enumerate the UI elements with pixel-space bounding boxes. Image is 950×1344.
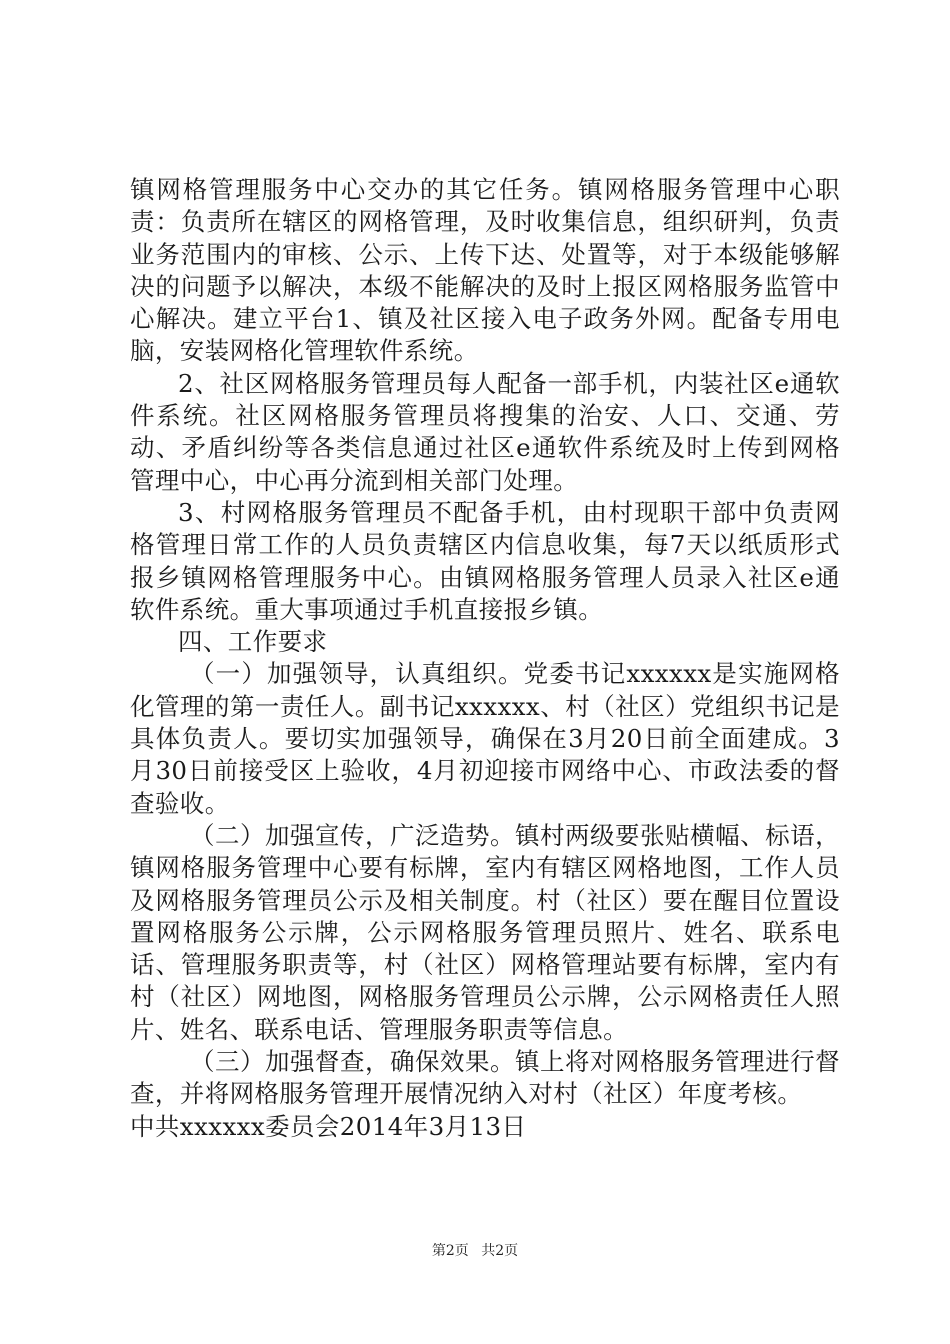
section-heading-requirements: 四、工作要求 bbox=[178, 627, 328, 657]
page-footer bbox=[0, 1240, 950, 1260]
paragraph-publicity: （二）加强宣传，广泛造势。镇村两级要张贴横幅、标语，镇网格服务管理中心要有标牌，室内有辖区网格地图，工作人员及网格服务管理员公示及相关制度。村（社区）要在醒目位置设置网格服务公示牌，公示网格服务管理员照片、姓名、联系电话、管理服务职责等，村（社区）网格管理站要有标牌，室内有村（社区）网地图，网格服务管理员公示牌，公示网格责任人照片、姓名、联系电话、管理服务职责等信息。 bbox=[130, 820, 840, 1044]
document-body bbox=[130, 174, 840, 1143]
paragraph-supervision: （三）加强督查，确保效果。镇上将对网格服务管理进行督查，并将网格服务管理开展情况纳入对村（社区）年度考核。 bbox=[130, 1047, 840, 1109]
page-number: 第2页 bbox=[431, 1243, 469, 1259]
paragraph-leadership: （一）加强领导，认真组织。党委书记xxxxxx是实施网格化管理的第一责任人。副书记xxxxxx、村（社区）党组织书记是具体负责人。要切实加强领导，确保在3月20日前全面建成。3月30日前接受区上验收，4月初迎接市网络中心、市政法委的督查验收。 bbox=[130, 659, 840, 818]
paragraph-task-duties: 镇网格管理服务中心交办的其它任务。镇网格服务管理中心职责：负责所在辖区的网格管理，及时收集信息，组织研判，负责业务范围内的审核、公示、上传下达、处置等，对于本级能够解决的问题予以解决，本级不能解决的及时上报区网格服务监管中心解决。建立平台1、镇及社区接入电子政务外网。配备专用电脑，安装网格化管理软件系统。 bbox=[130, 175, 840, 366]
signature-line: 中共xxxxxx委员会2014年3月13日 bbox=[130, 1111, 527, 1141]
paragraph-village-collection: 3、村网格服务管理员不配备手机，由村现职干部中负责网格管理日常工作的人员负责辖区内信息收集，每7天以纸质形式报乡镇网格管理服务中心。由镇网格服务管理人员录入社区e通软件系统。重大事项通过手机直接报乡镇。 bbox=[130, 497, 840, 624]
paragraph-community-phone: 2、社区网格服务管理员每人配备一部手机，内装社区e通软件系统。社区网格服务管理员将搜集的治安、人口、交通、劳动、矛盾纠纷等各类信息通过社区e通软件系统及时上传到网格管理中心，中心再分流到相关部门处理。 bbox=[130, 368, 840, 495]
page-total: 共2页 bbox=[481, 1243, 519, 1259]
